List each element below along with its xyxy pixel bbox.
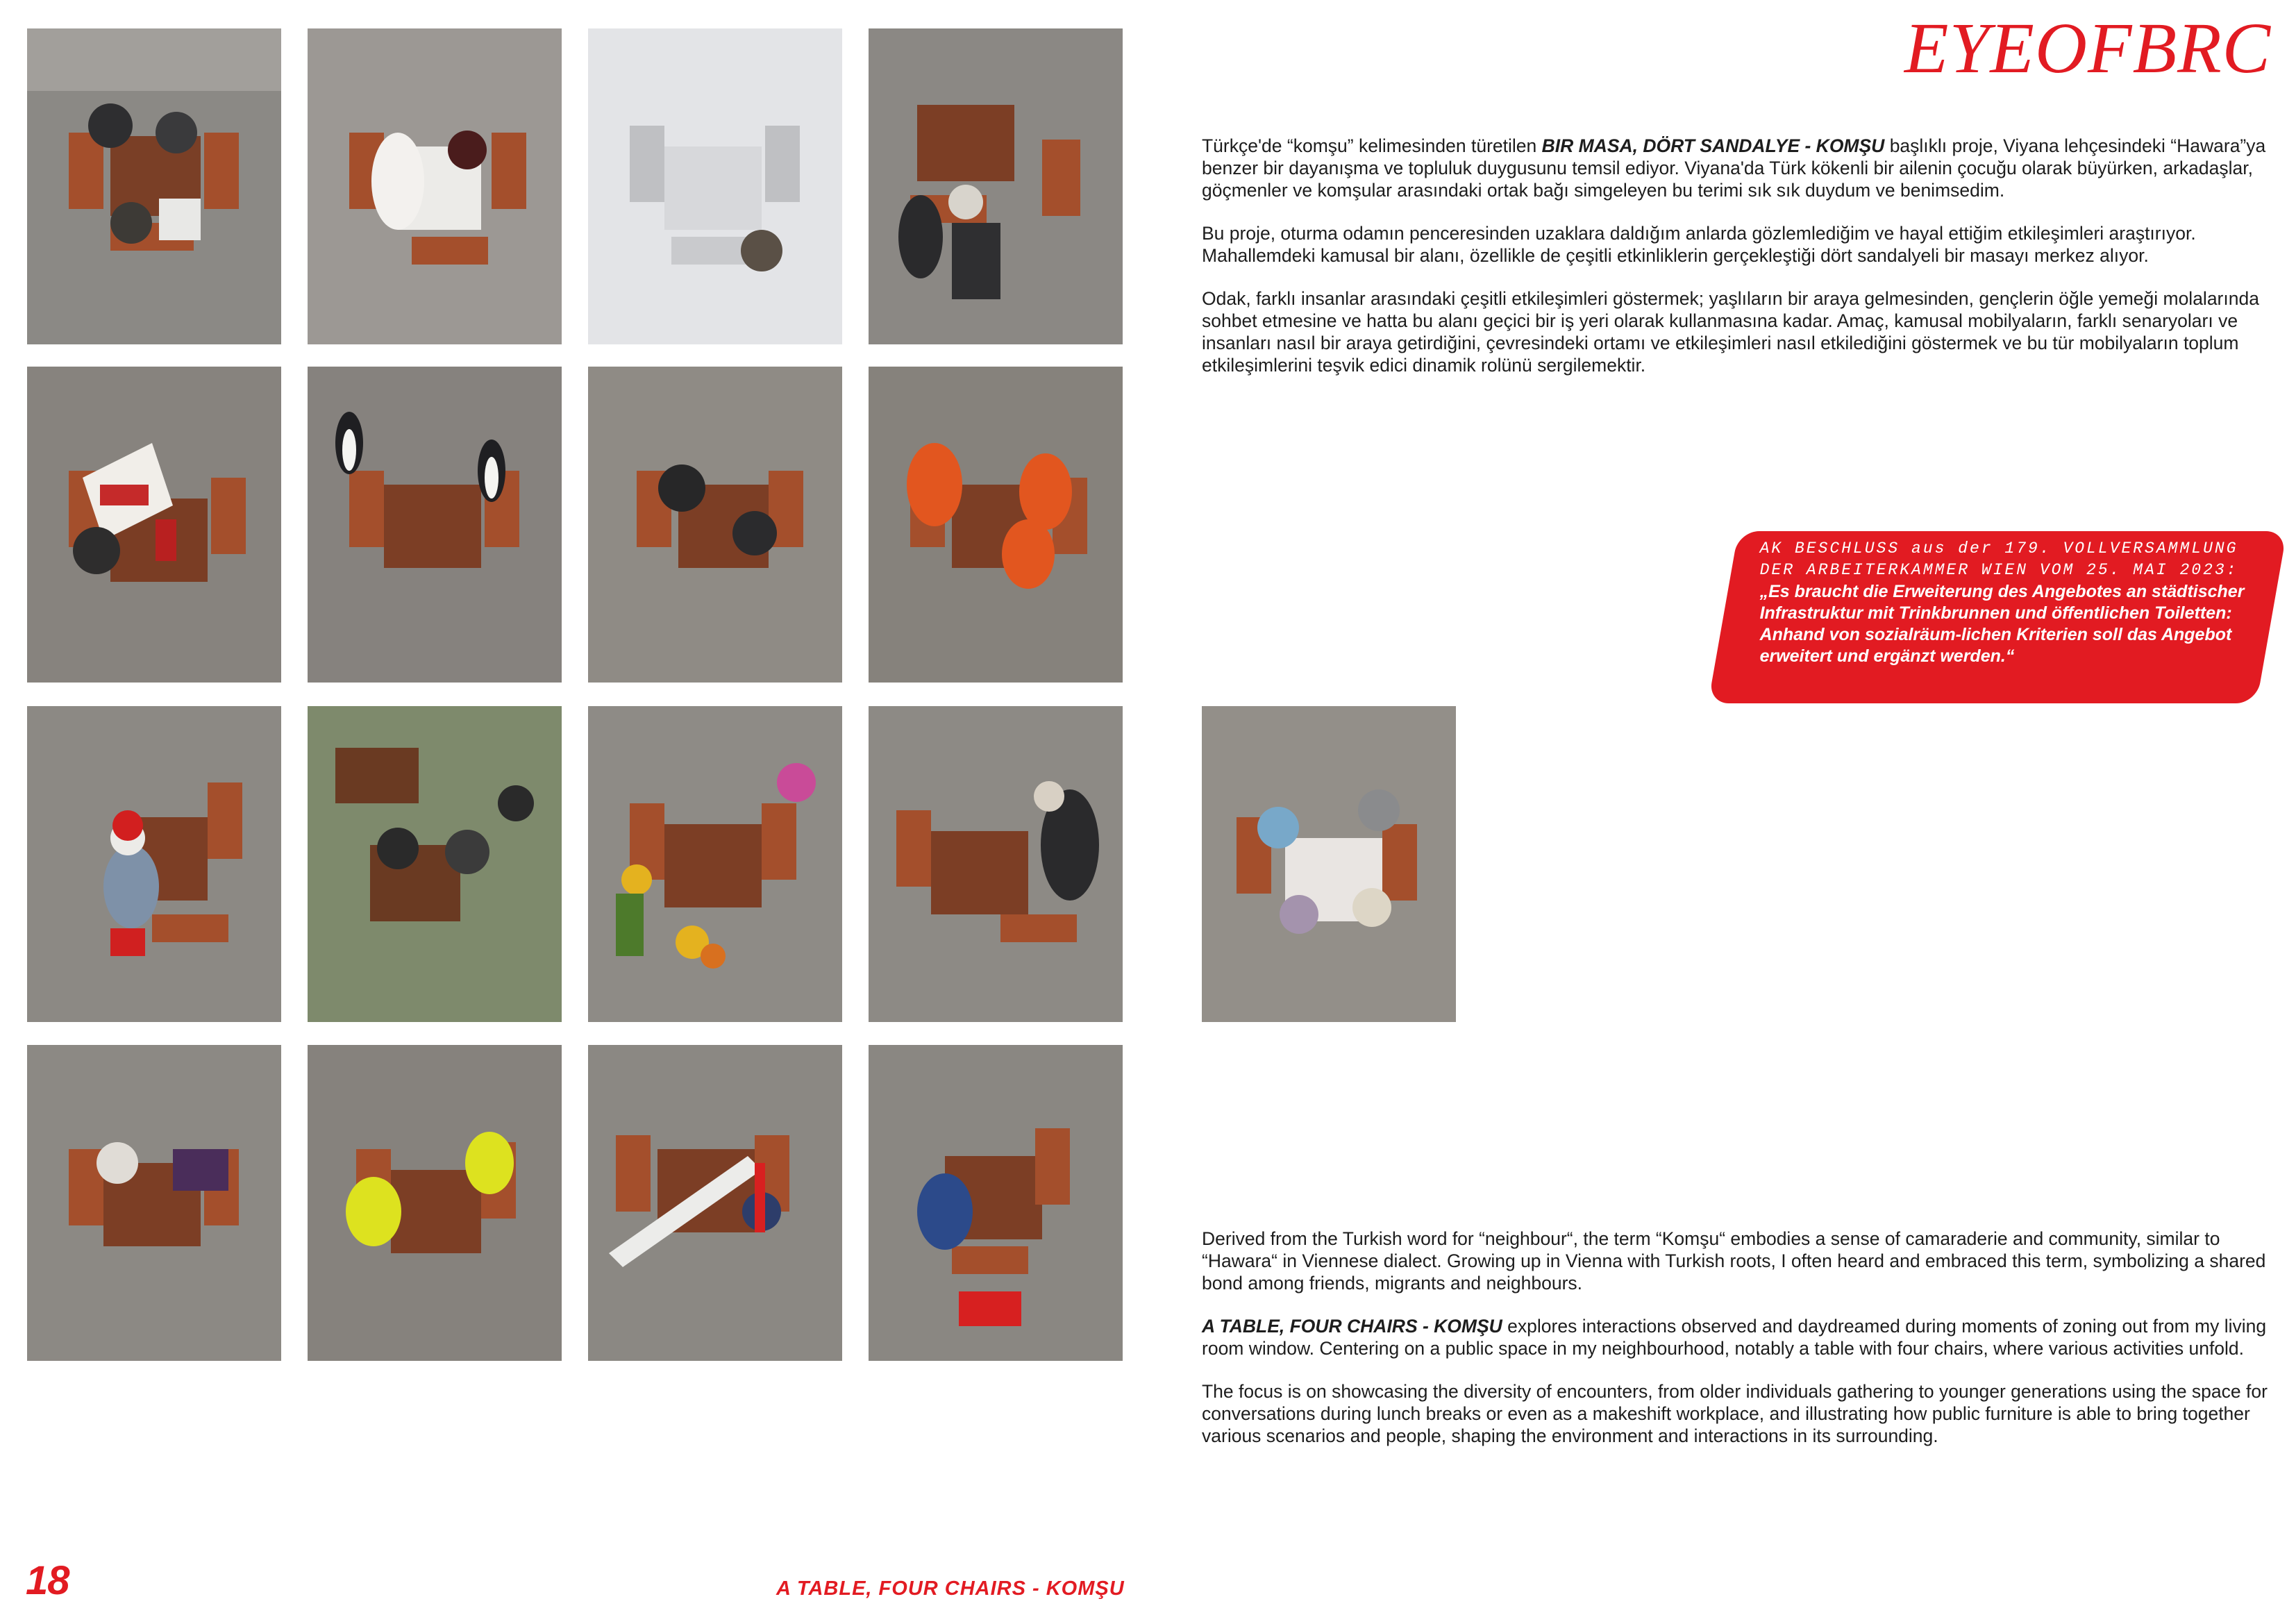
footer-title: A TABLE, FOUR CHAIRS - KOMŞU	[776, 1577, 1125, 1600]
photo-card-women-tea	[1202, 706, 1456, 1022]
photo-card-protest-sign	[27, 367, 281, 683]
photo-card-two-men	[588, 367, 842, 683]
photo-card-penguins	[308, 367, 562, 683]
photo-card-players	[27, 28, 281, 344]
brand-logo: EYEOFBRC	[1904, 8, 2271, 88]
quote-header-line-2: DER ARBEITERKAMMER WIEN VOM 25. MAI 2023:	[1759, 561, 2238, 579]
photo-card-barrier	[588, 1045, 842, 1361]
photo-card-clown	[27, 706, 281, 1022]
quote-header-line-1: AK BESCHLUSS aus der 179. VOLLVERSAMMLUNG	[1759, 539, 2238, 558]
photo-card-workers-orange	[869, 367, 1123, 683]
quote-box	[1708, 531, 2287, 703]
english-paragraph-3: The focus is on showcasing the diversity of encounters, from older individuals gathering to younger generations using the space for conversations during lunch breaks or even as a makeshift workplace, and illustrating how public furniture is able to bring together various scenarios and people, shaping the environment and interactions in its surrounding.	[1202, 1381, 2268, 1446]
photo-card-lunch	[27, 1045, 281, 1361]
english-paragraph-2: A TABLE, FOUR CHAIRS - KOMŞU explores interactions observed and daydreamed during moments of zoning out from my living room window. Centering on a public space in my neighbourhood, notably a table with four chairs, where various activities unfold.	[1202, 1316, 2267, 1359]
turkish-paragraph-1: Türkçe'de “komşu” kelimesinden türetilen BIR MASA, DÖRT SANDALYE - KOMŞU başlıklı proje, Viyana lehçesindeki “Hawara”ya benzer bir dayanışma ve topluluk duygusunu temsil ediyor. Viyana'da Türk kökenli bir ailenin çocuğu olarak büyürken, arkadaşlar, göçmenler ve komşular arasındaki ortak bağı simgeleyen bu terimi sık sık duydum ve benimsedim.	[1202, 135, 2266, 201]
photo-card-stroller	[869, 28, 1123, 344]
photo-card-evening-group	[308, 706, 562, 1022]
photo-card-person-leaning	[869, 706, 1123, 1022]
english-text	[1202, 1228, 2271, 1468]
photo-card-snow	[588, 28, 842, 344]
turkish-text	[1202, 135, 2271, 397]
photo-card-toolbox	[869, 1045, 1123, 1361]
turkish-paragraph-3: Odak, farklı insanlar arasındaki çeşitli etkileşimleri göstermek; yaşlıların bir araya gelmesinden, gençlerin öğle yemeği molalarında sohbet etmesine ve hatta bu alanı geçici bir iş yeri olarak kullanmasına kadar. Amaç, kamusal mobilyaların, farklı senaryoları ve insanları nasıl bir araya getirdiğini, çevresindeki ortamı ve etkileşimleri nasıl etkilediğini göstermek ve bu tür mobilyaların toplum etkileşimlerini teşvik edici dinamik rolünü sergilemektir.	[1202, 288, 2259, 376]
page-number: 18	[26, 1558, 69, 1603]
photo-card-white-dress	[308, 28, 562, 344]
photo-card-hiviz	[308, 1045, 562, 1361]
turkish-paragraph-2: Bu proje, oturma odamın penceresinden uzaklara daldığım anlarda gözlemlediğim ve hayal ettiğim etkileşimleri araştırıyor. Mahallemdeki kamusal bir alanı, özellikle de çeşitli etkinliklerin gerçekleştiği dört sandalyeli bir masayı merkez alıyor.	[1202, 223, 2196, 266]
quote-text: „Es braucht die Erweiterung des Angebotes an städtischer Infrastruktur mit Trinkbrunnen und öffentlichen Toiletten: Anhand von sozialräum-lichen Kriterien soll das Angebot erweitert und ergänzt werden.“	[1759, 582, 2245, 666]
photo-card-flowers	[588, 706, 842, 1022]
english-paragraph-1: Derived from the Turkish word for “neighbour“, the term “Komşu“ embodies a sense of camaraderie and community, similar to “Hawara“ in Viennese dialect. Growing up in Vienna with Turkish roots, I often heard and embraced this term, symbolizing a shared bond among friends, migrants and neighbours.	[1202, 1228, 2266, 1294]
